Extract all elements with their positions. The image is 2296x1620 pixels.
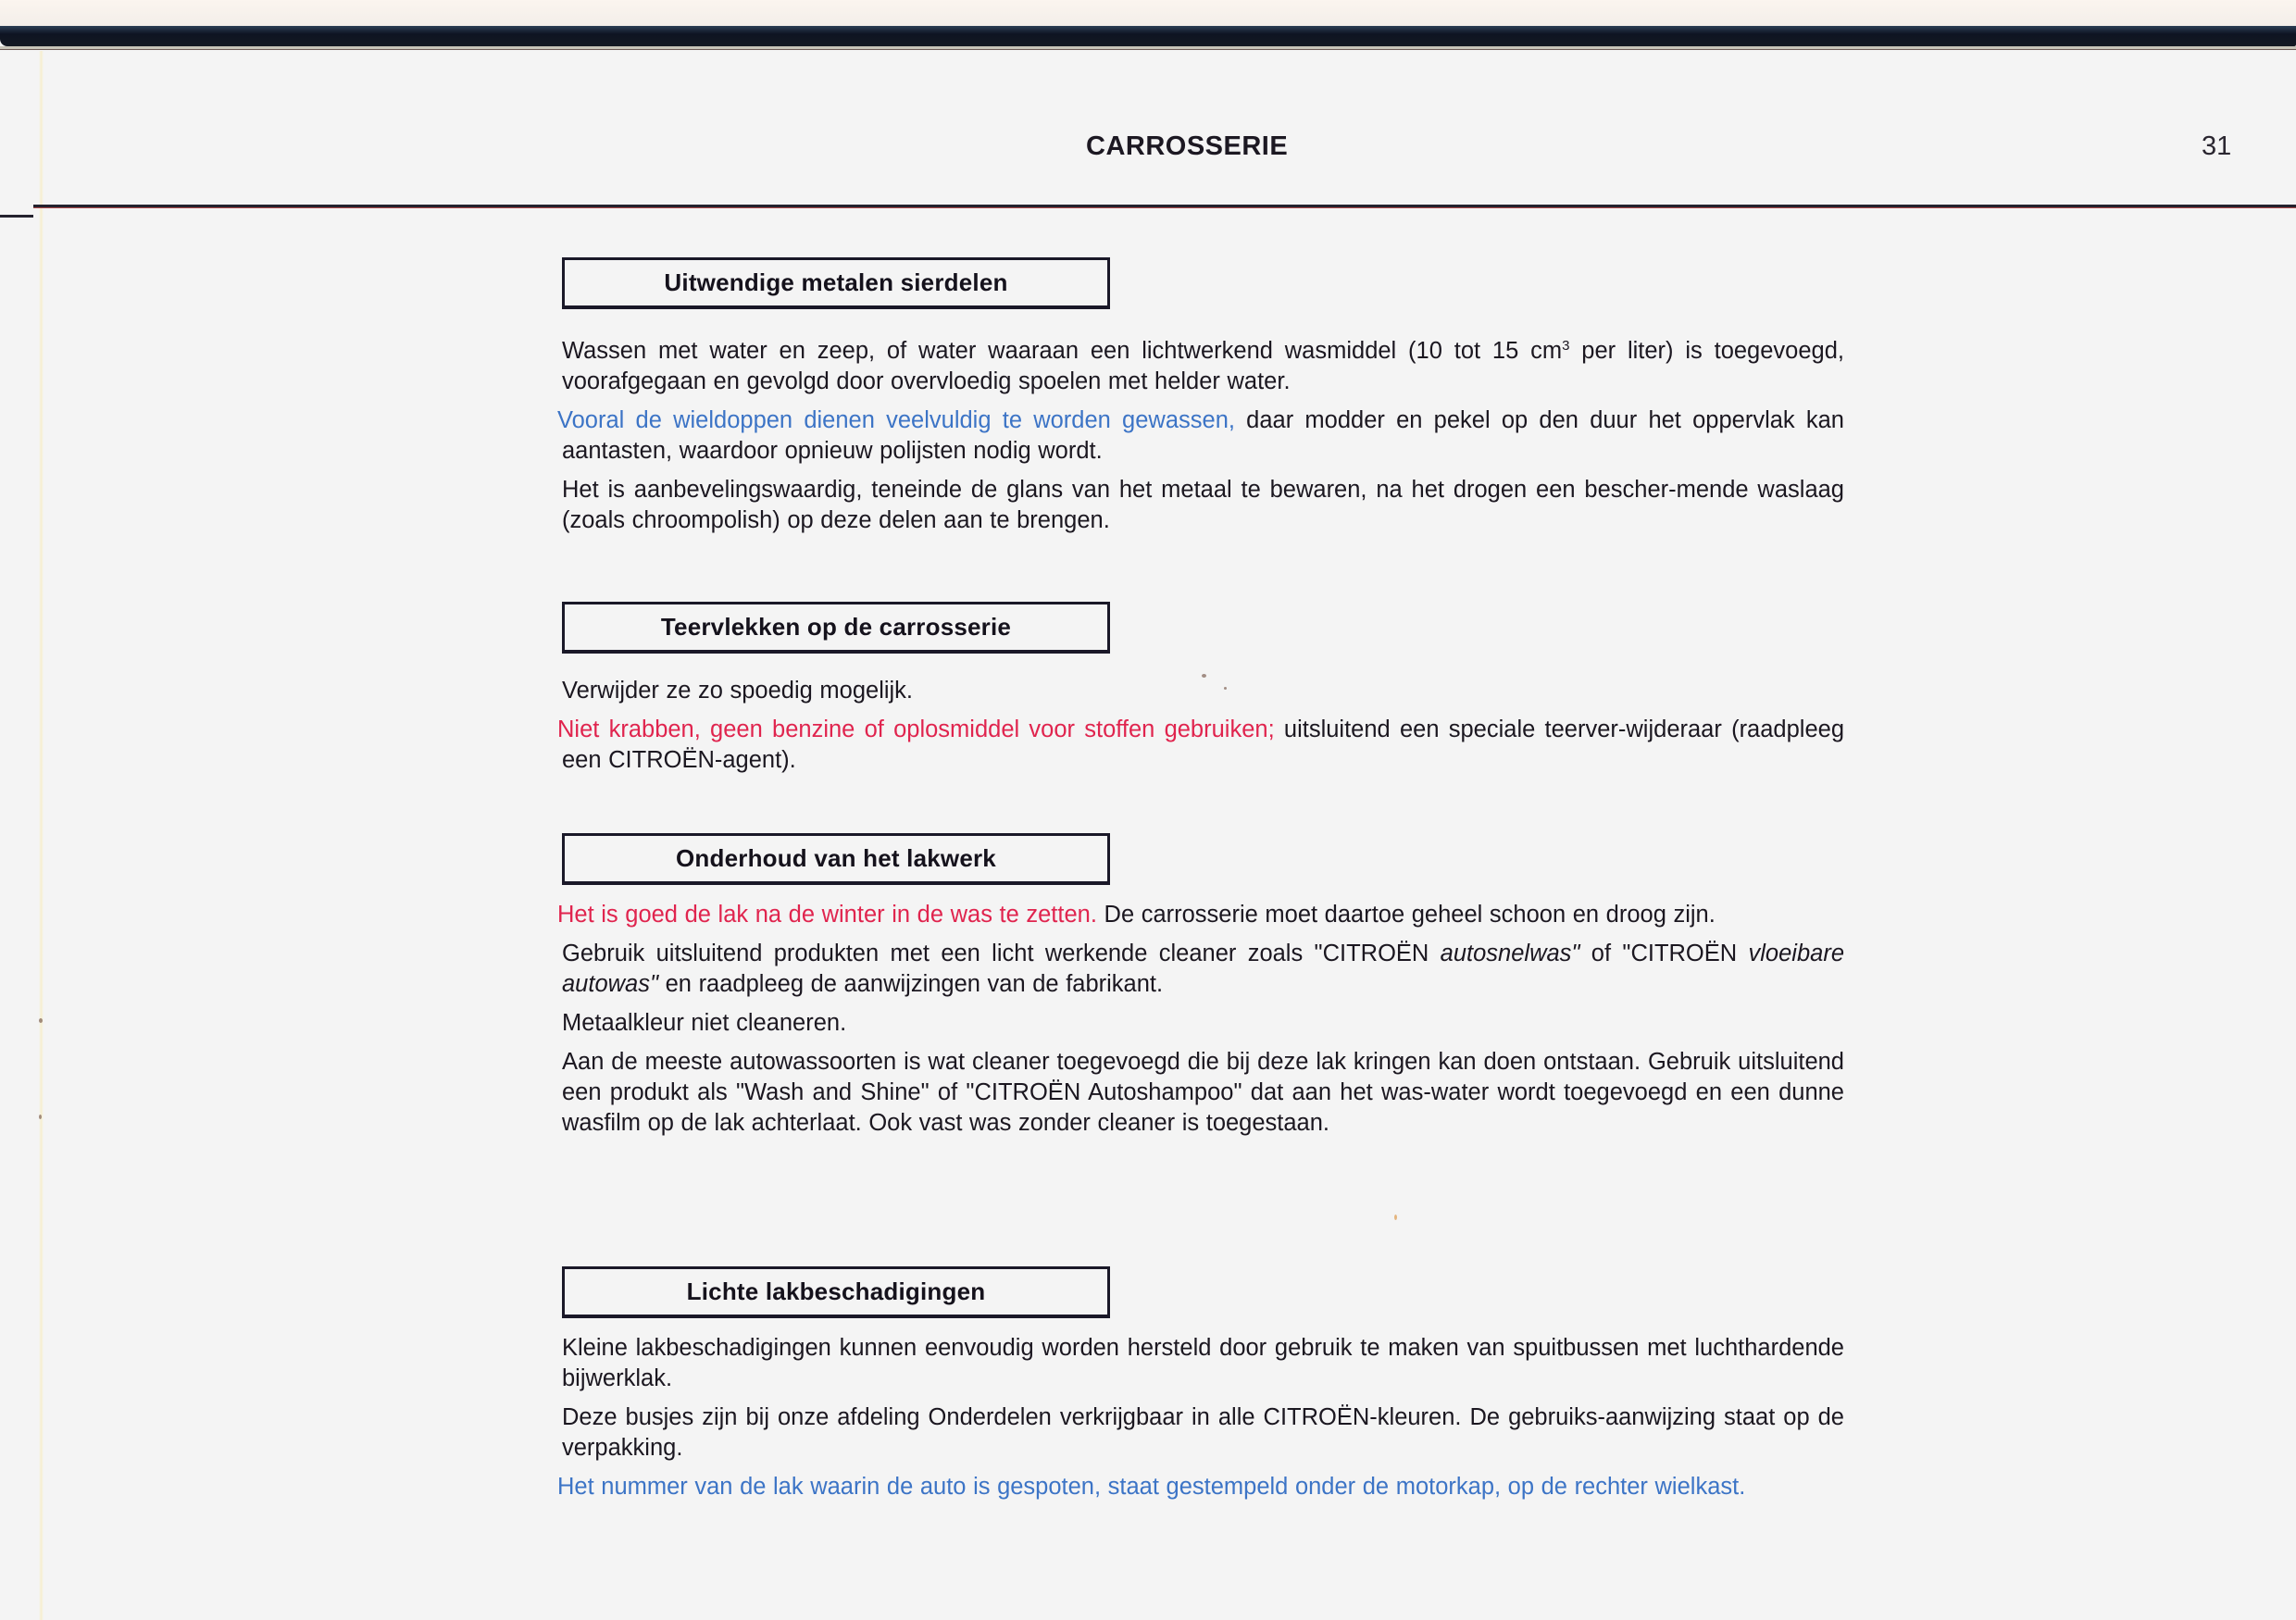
italic-product-name: autosnelwas": [1440, 941, 1580, 966]
text-run: Gebruik uitsluitend produkten met een licht werkende cleaner zoals "CITROËN: [562, 941, 1441, 966]
text-run: Metaalkleur niet cleaneren.: [562, 1010, 847, 1036]
text-run: Wassen met water en zeep, of water waaraan een lichtwerkend wasmiddel (10 tot 15 cm: [562, 338, 1563, 364]
text-run: of "CITROËN: [1579, 941, 1749, 966]
text-run: per liter) is toegevoegd, voorafgegaan en gevolgd door overvloedig spoelen met helder water.: [562, 338, 1844, 394]
text-run: Verwijder ze zo spoedig mogelijk.: [562, 678, 914, 704]
paragraph: [562, 336, 1844, 397]
page-header: [0, 120, 2296, 176]
text-run: Aan de meeste autowassoorten is wat cleaner toegevoegd die bij deze lak kringen kan doen ontstaan. Gebruik uitsluitend een produkt als "Wash and Shine" of "CITROËN Autoshampoo" dat aan het was-water wordt toegevoegd en een dunne wasfilm op de lak achterlaat. Ook vast was zonder cleaner is toegestaan.: [562, 1049, 1844, 1136]
text-run: De carrosserie moet daartoe geheel schoon en droog zijn.: [1096, 902, 1716, 928]
section-minor-paint-damage: [557, 1266, 1844, 1511]
paragraph: [562, 1047, 1844, 1139]
section-title: CARROSSERIE: [1086, 131, 1289, 161]
page-top-edge: [0, 0, 2296, 26]
scan-speck: [1224, 687, 1227, 690]
paragraph: [562, 1008, 1844, 1039]
section-heading: Lichte lakbeschadigingen: [562, 1266, 1110, 1318]
header-divider-stub: [0, 215, 33, 218]
paragraph: [557, 1472, 1844, 1502]
highlighted-text-red: Niet krabben, geen benzine of oplosmiddel voor stoffen gebruiken;: [557, 717, 1275, 742]
section-paint-maintenance: [557, 833, 1844, 1147]
scan-speck: [1202, 674, 1206, 678]
text-run: Kleine lakbeschadigingen kunnen eenvoudig worden hersteld door gebruik te maken van spuitbussen met luchthardende bijwerklak.: [562, 1335, 1844, 1391]
paragraph: [557, 900, 1844, 930]
section-body: [557, 1333, 1844, 1502]
binding-edge-line: [0, 46, 2296, 50]
text-run: daar modder en pekel op den duur het oppervlak kan aantasten, waardoor opnieuw polijsten nodig wordt.: [562, 407, 1844, 464]
section-body: [557, 900, 1844, 1139]
scan-speck: [1394, 1215, 1397, 1220]
text-run: en raadpleeg de aanwijzingen van de fabrikant.: [658, 971, 1164, 997]
text-run: uitsluitend een speciale teerver-wijderaar (raadpleeg een CITROËN-agent).: [562, 717, 1844, 773]
paragraph: [562, 939, 1844, 1000]
text-run: Deze busjes zijn bij onze afdeling Onderdelen verkrijgbaar in alle CITROËN-kleuren. De gebruiks-aanwijzing staat op de verpakking.: [562, 1404, 1844, 1461]
text-run: Het is aanbevelingswaardig, teneinde de glans van het metaal te bewaren, na het drogen een bescher-mende waslaag (zoals chroompolish) op deze delen aan te brengen.: [562, 477, 1844, 533]
italic-product-name: vloeibare autowas": [562, 941, 1844, 997]
paragraph: [562, 1402, 1844, 1464]
paragraph: [562, 475, 1844, 536]
section-heading: Teervlekken op de carrosserie: [562, 602, 1110, 654]
highlighted-text-red: Het is goed de lak na de winter in de was te zetten.: [557, 902, 1097, 928]
page-fold-line: [39, 51, 44, 1620]
binding-shadow: [0, 26, 2296, 46]
paragraph: [562, 1333, 1844, 1394]
scan-speck: [39, 1018, 43, 1023]
scan-speck: [39, 1115, 42, 1119]
superscript: 3: [1562, 338, 1570, 354]
paragraph: [562, 676, 1844, 706]
highlighted-text-blue: Vooral de wieldoppen dienen veelvuldig te worden gewassen,: [557, 407, 1235, 433]
section-heading: Onderhoud van het lakwerk: [562, 833, 1110, 885]
paragraph: [557, 715, 1844, 776]
section-body: [557, 336, 1844, 536]
header-divider: [33, 205, 2296, 208]
paragraph: [557, 405, 1844, 467]
page-number: 31: [2202, 131, 2232, 161]
section-exterior-metal-trim: [557, 257, 1844, 544]
section-body: [557, 676, 1844, 776]
section-heading: Uitwendige metalen sierdelen: [562, 257, 1110, 309]
section-tar-stains: [557, 602, 1844, 784]
highlighted-text-blue: Het nummer van de lak waarin de auto is gespoten, staat gestempeld onder de motorkap, op de rechter wielkast.: [557, 1474, 1746, 1500]
